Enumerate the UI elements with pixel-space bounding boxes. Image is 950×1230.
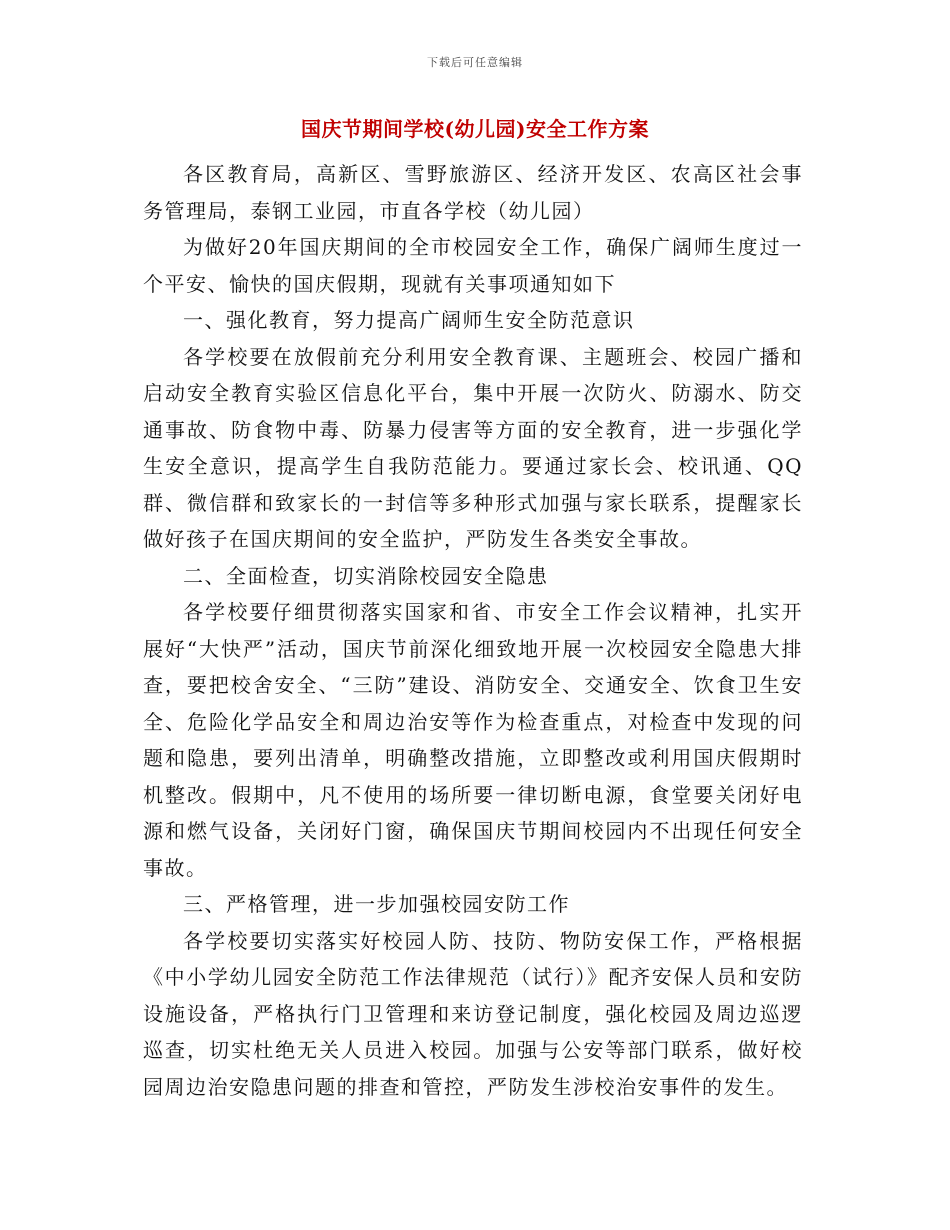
- section-heading-2: 二、全面检查，切实消除校园安全隐患: [183, 563, 549, 588]
- section-heading-3: 三、严格管理，进一步加强校园安防工作: [183, 892, 570, 916]
- section-heading-1: 一、强化教育，努力提高广阔师生安全防范意识: [183, 308, 635, 332]
- paragraph-section-1: 各学校要在放假前充分利用安全教育课、主题班会、校园广播和启动安全教育实验区信息化平台，集中开展一次防火、防溺水、防交通事故、防食物中毒、防暴力侵害等方面的安全教育，进一步强化学生安全意识，提高学生自我防范能力。要通过家长会、校讯通、QQ群、微信群和致家长的一封信等多种形式加强与家长联系，提醒家长做好孩子在国庆期间的安全监护，严防发生各类安全事故。: [143, 344, 803, 551]
- paragraph-addressees: 各区教育局，高新区、雪野旅游区、经济开发区、农高区社会事务管理局，泰钢工业园，市直各学校（幼儿园）: [143, 162, 803, 223]
- paragraph-section-3: 各学校要切实落实好校园人防、技防、物防安保工作，严格根据《中小学幼儿园安全防范工作法律规范（试行）》配齐安保人员和安防设施设备，严格执行门卫管理和来访登记制度，强化校园及周边巡逻巡查，切实杜绝无关人员进入校园。加强与公安等部门联系，做好校园周边治安隐患问题的排查和管控，严防发生涉校治安事件的发生。: [143, 928, 803, 1099]
- paragraph-intro: 为做好20年国庆期间的全市校园安全工作，确保广阔师生度过一个平安、愉快的国庆假期，现就有关事项通知如下: [143, 235, 803, 296]
- document-title: 国庆节期间学校(幼儿园)安全工作方案: [301, 117, 649, 141]
- paragraph-section-2: 各学校要仔细贯彻落实国家和省、市安全工作会议精神，扎实开展好“大快严”活动，国庆节前深化细致地开展一次校园安全隐患大排查，要把校舍安全、“三防”建设、消防安全、交通安全、饮食卫生安全、危险化学品安全和周边治安等作为检查重点，对检查中发现的问题和隐患，要列出清单，明确整改措施，立即整改或利用国庆假期时机整改。假期中，凡不使用的场所要一律切断电源，食堂要关闭好电源和燃气设备，关闭好门窗，确保国庆节期间校园内不出现任何安全事故。: [143, 600, 803, 880]
- header-note: 下载后可任意编辑: [427, 56, 523, 69]
- document-body: [143, 156, 803, 1105]
